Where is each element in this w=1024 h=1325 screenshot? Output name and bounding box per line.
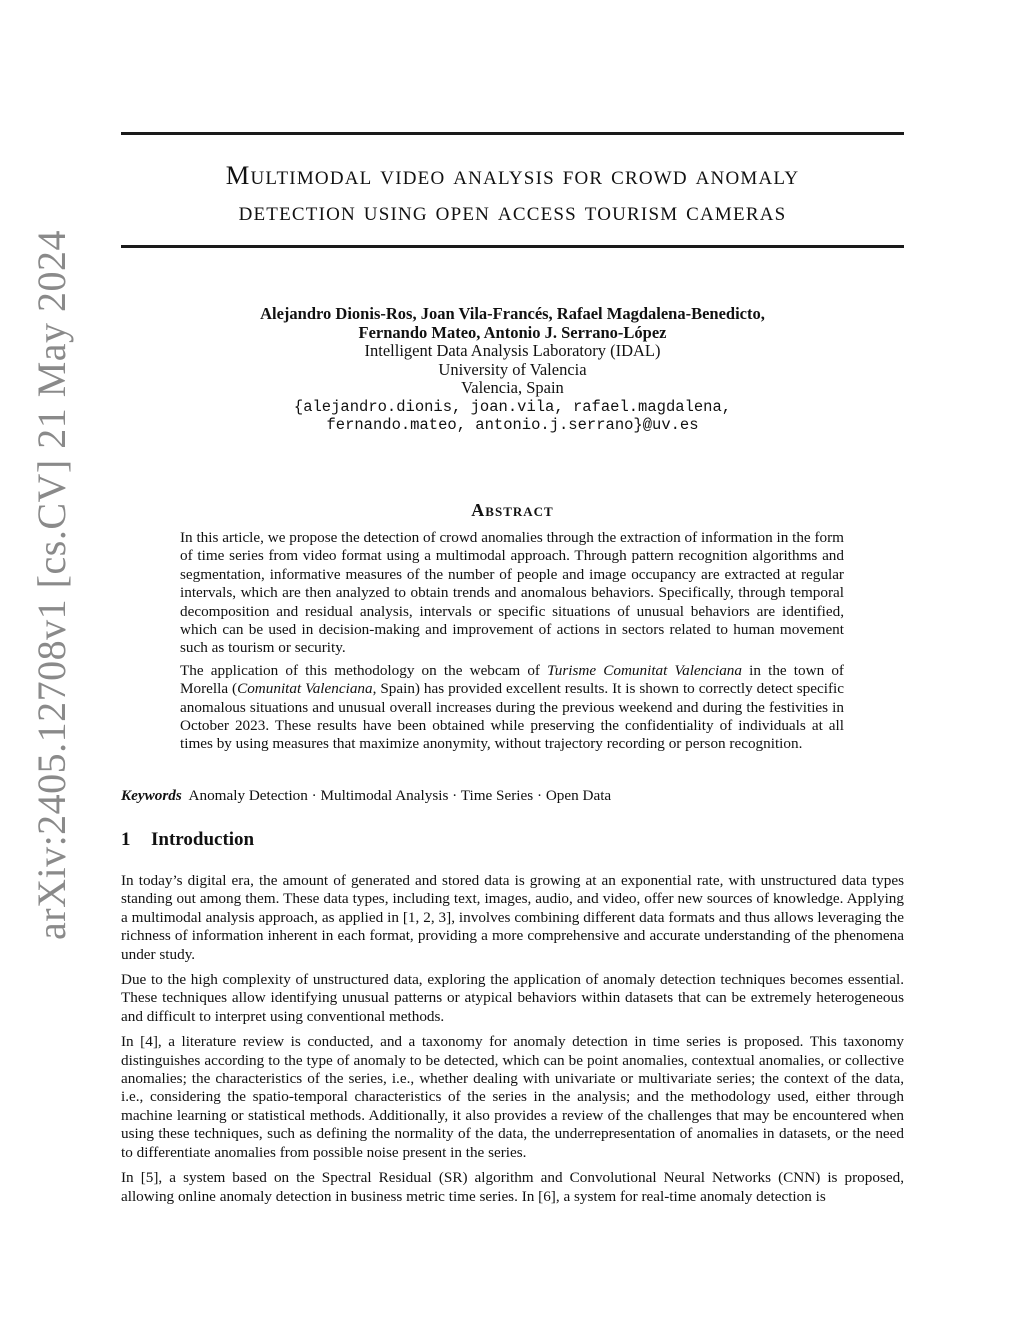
title-line-2: detection using open access tourism cameras (238, 196, 787, 226)
title-rule-top (121, 132, 904, 135)
affiliation-university: University of Valencia (438, 359, 587, 379)
arxiv-stamp: arXiv:2405.12708v1 [cs.CV] 21 May 2024 (29, 229, 74, 940)
abstract-paragraph-2 (180, 662, 844, 754)
author-block (121, 305, 904, 435)
abstract-p2-italic-2: Comunitat Valenciana (237, 680, 373, 698)
keywords-list: Anomaly Detection · Multimodal Analysis · Time Series · Open Data (188, 787, 612, 804)
abstract-p2-italic-1: Turisme Comunitat Valenciana (547, 661, 742, 679)
intro-paragraph-3: In [4], a literature review is conducted, and a taxonomy for anomaly detection in time series is proposed. This taxonomy distinguishes according to the type of anomaly to be detected, which can be point anomalies, contextual anomalies, or collective anomalies; the characteristics of the series, i.e., whether dealing with univariate or multivariate series; the context of the data, i.e., considering the spatio-temporal characteristics of the series in the analysis; and the methodology used, either through machine learning or statistical methods. Additionally, it also provides a review of the challenges that may be encountered when using these techniques, such as defining the normality of the data, the underrepresentation of anomalies in datasets, or the need to differentiate anomalies from possible noise present in the series. (121, 1033, 904, 1161)
affiliation-location: Valencia, Spain (461, 378, 564, 397)
author-emails-2: fernando.mateo, antonio.j.serrano}@uv.es (326, 416, 699, 434)
title-line-1: Multimodal video analysis for crowd anomaly (225, 160, 800, 190)
abstract-paragraph-1: In this article, we propose the detection of crowd anomalies through the extraction of information in the form of time series from video format using a multimodal approach. Through pattern recognition algorithms and segmentation, informative measures of the number of people and image occupancy are extracted at regular intervals, which are then analyzed to obtain trends and anomalous behaviors. Specifically, through temporal decomposition and residual analysis, intervals or specific situations of unusual behaviors are identified, which can be used in decision-making and improvement of actions in sectors related to human movement such as tourism or security. (180, 529, 844, 657)
title-rule-bottom (121, 245, 904, 248)
keywords-label: Keywords (121, 787, 182, 804)
affiliation-lab: Intelligent Data Analysis Laboratory (IDAL) (364, 341, 661, 360)
author-names-1: Alejandro Dionis-Ros, Joan Vila-Francés, Rafael Magdalena-Benedicto, (260, 304, 765, 323)
intro-paragraph-4: In [5], a system based on the Spectral Residual (SR) algorithm and Convolutional Neural Networks (CNN) is proposed, allowing online anomaly detection in business metric time series. In [6], a system for real-time anomaly detection is (121, 1169, 904, 1205)
intro-paragraph-1: In today’s digital era, the amount of generated and stored data is growing at an exponential rate, with unstructured data types standing out among them. These data types, including text, images, audio, and video, offer new sources of knowledge. Applying a multimodal analysis approach, as applied in [1, 2, 3], involves combining different data formats and thus allows leveraging the richness of information inherent in each format, providing a more comprehensive and accurate understanding of the phenomena under study. (121, 872, 904, 963)
introduction-body (121, 872, 904, 1213)
keywords-line (121, 787, 904, 805)
paper-title (121, 157, 904, 229)
abstract-p2-text-c: , Spain) has provided excellent results. It is shown to correctly detect specific anomalous situations and unusual overall increases during the previous weekend and during the festivities in October 2023. These results have been obtained while preserving the confidentiality of individuals at all times by using measures that maximize anonymity, without trajectory recording or person recognition. (180, 680, 844, 753)
abstract-heading: Abstract (471, 500, 554, 520)
intro-paragraph-2: Due to the high complexity of unstructured data, exploring the application of anomaly detection techniques becomes essential. These techniques allow identifying unusual patterns or atypical behaviors within datasets that can be extremely heterogeneous and difficult to interpret using conventional methods. (121, 971, 904, 1025)
section-heading (121, 829, 254, 851)
section-number: 1 (121, 829, 131, 850)
abstract-p2-text-a: The application of this methodology on the webcam of (180, 661, 548, 679)
section-title: Introduction (151, 829, 255, 850)
author-names-2: Fernando Mateo, Antonio J. Serrano-López (358, 322, 667, 342)
abstract-p2-text-b: in the town of Morella ( (180, 661, 844, 698)
author-emails-1: {alejandro.dionis, joan.vila, rafael.magdalena, (293, 397, 732, 416)
abstract-body (180, 529, 844, 758)
